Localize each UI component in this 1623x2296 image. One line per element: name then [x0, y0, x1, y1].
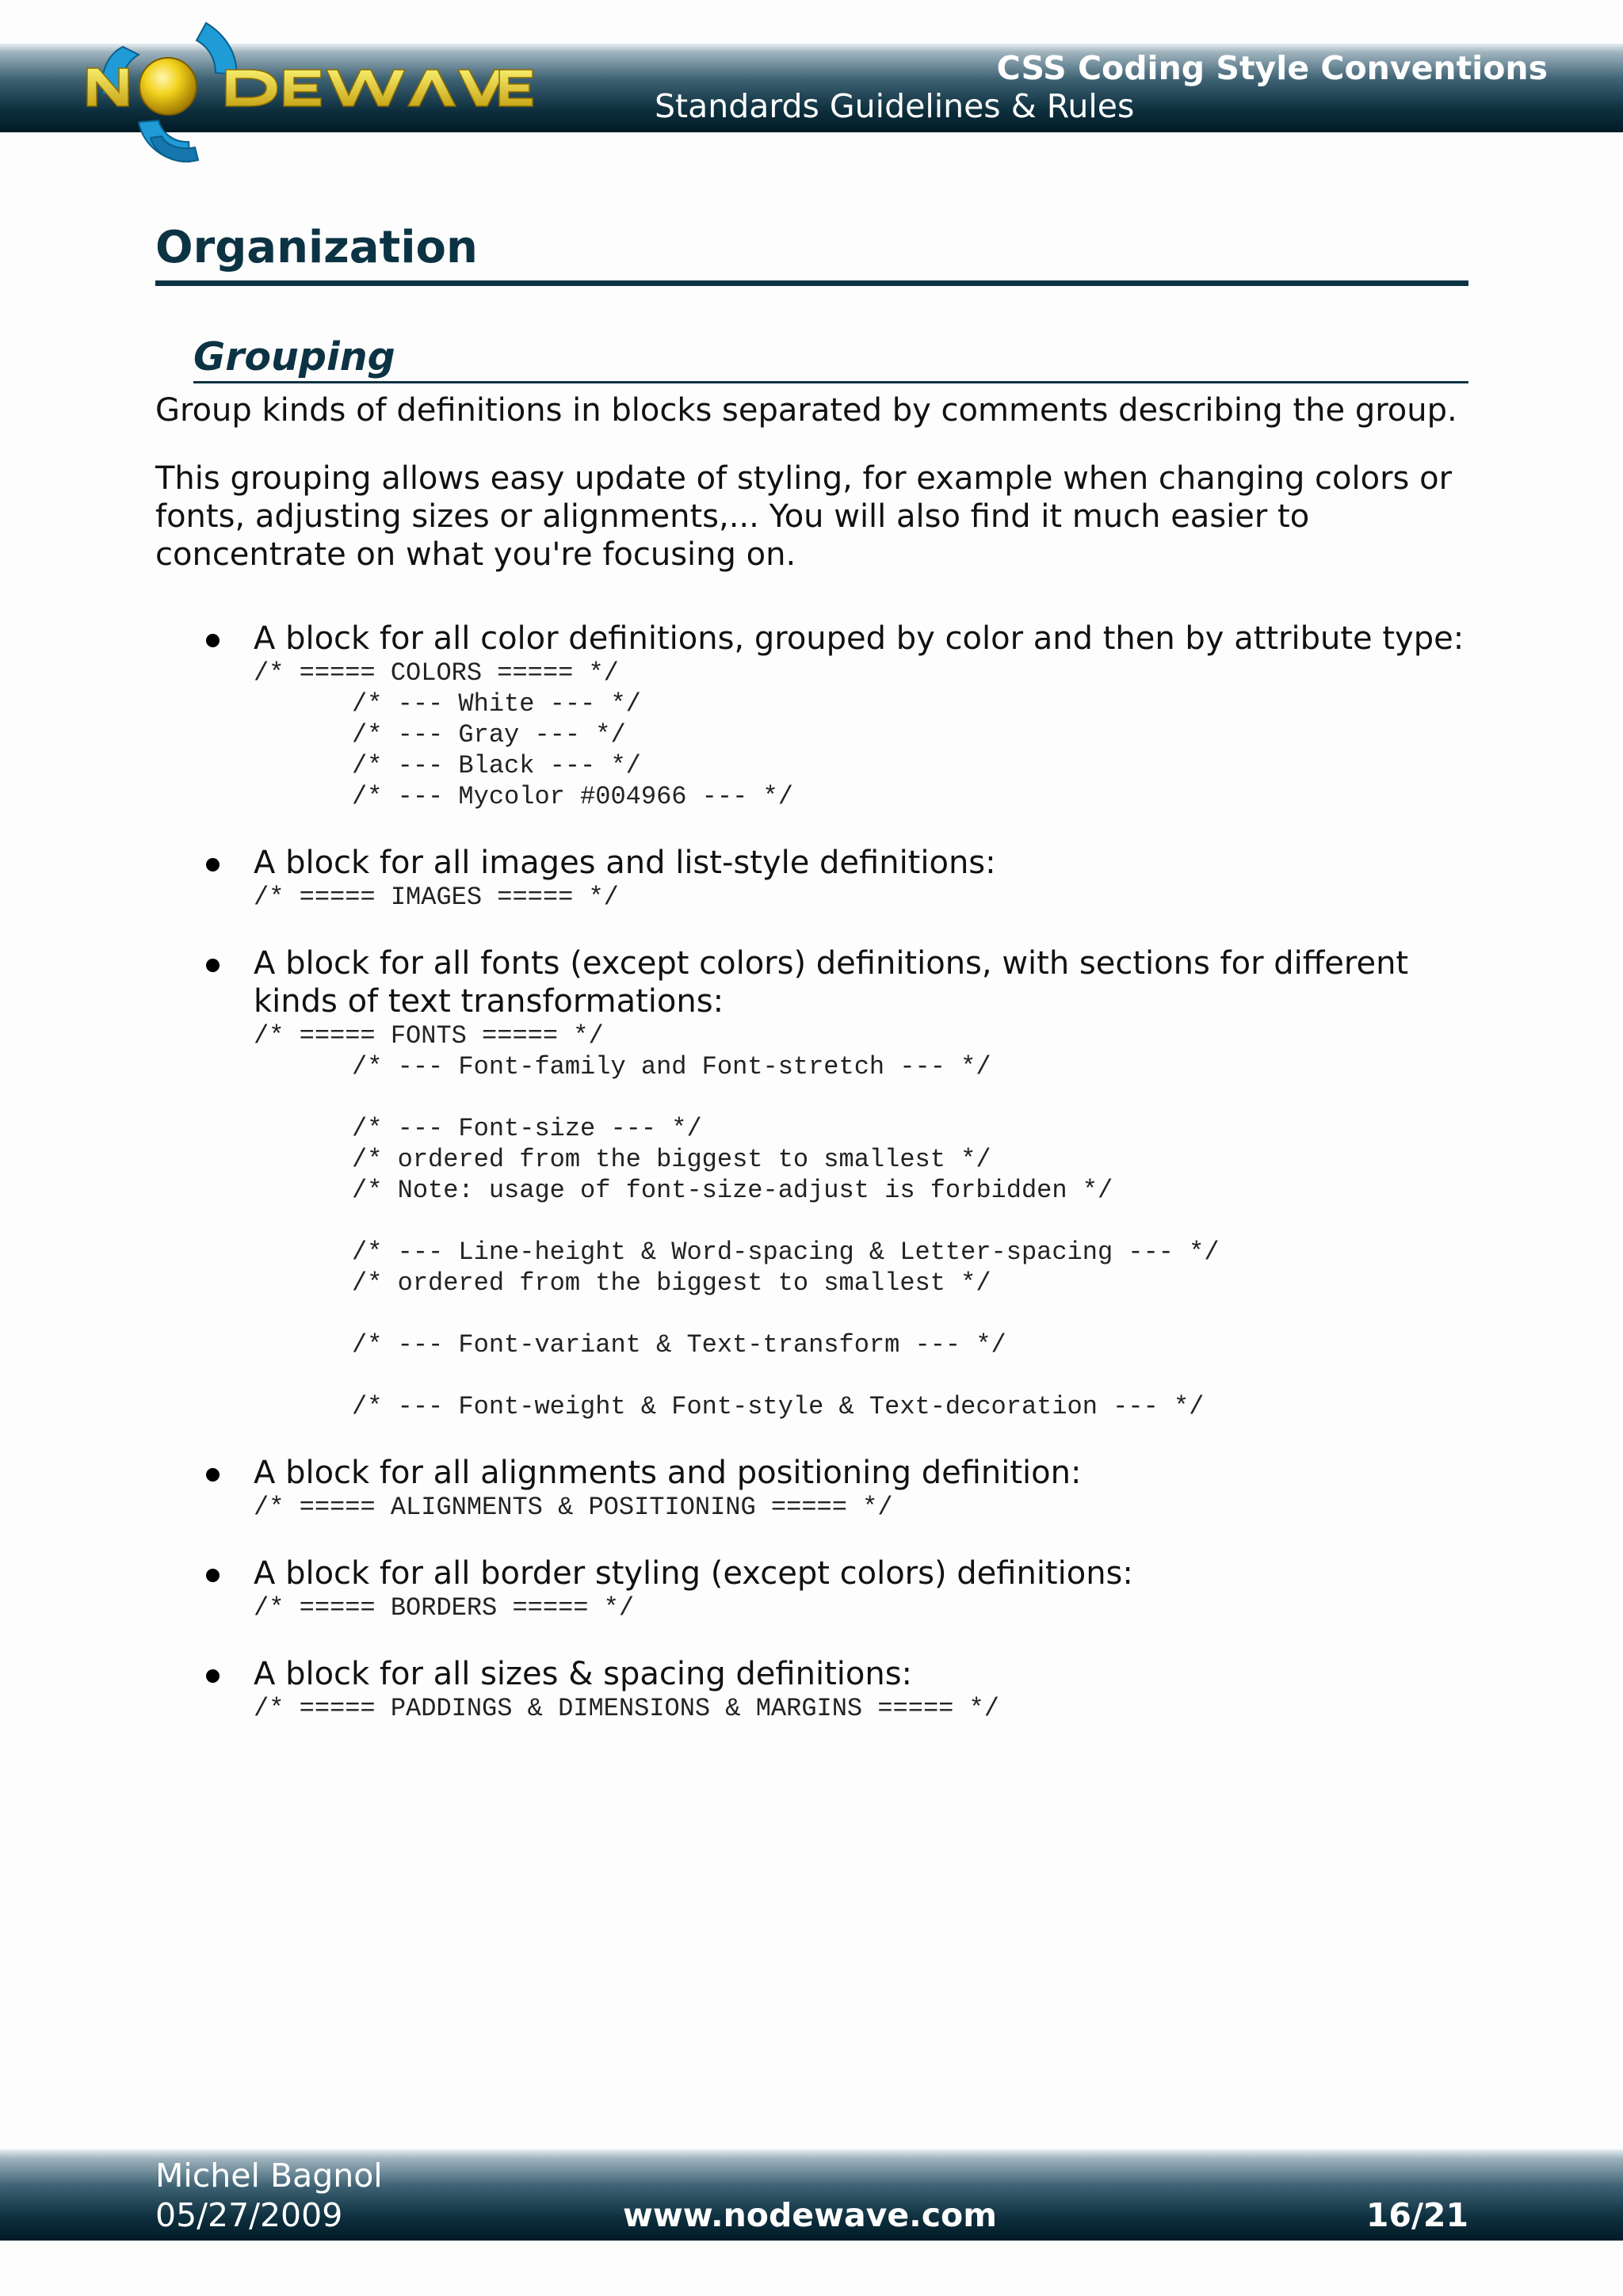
- code-line: /* ordered from the biggest to smallest */: [352, 1145, 991, 1175]
- bullet-text: A block for all border styling (except colors) definitions:: [254, 1555, 1133, 1592]
- list-item: [155, 1655, 1468, 1724]
- bullet-text: A block for all color definitions, grouped by color and then by attribute type:: [254, 620, 1465, 658]
- code-line: /* --- Font-weight & Font-style & Text-decoration --- */: [352, 1392, 1205, 1422]
- list-item: [155, 944, 1468, 1422]
- code-blank-line: [254, 1299, 1468, 1329]
- code-line: /* ordered from the biggest to smallest */: [352, 1268, 991, 1299]
- bullet-icon: [206, 1669, 220, 1683]
- code-line: /* --- Font-variant & Text-transform --- */: [352, 1330, 1006, 1360]
- list-item: [155, 620, 1468, 812]
- bullet-text: A block for all fonts (except colors) definitions, with sections for different kinds of text transformations:: [254, 945, 1409, 1020]
- footer-date: 05/27/2009: [155, 2196, 343, 2234]
- section-heading: Organization: [155, 220, 1468, 286]
- bullet-icon: [206, 634, 220, 647]
- bullet-icon: [206, 959, 220, 972]
- page-number: 16/21: [1365, 2196, 1468, 2234]
- bullet-text: A block for all images and list-style definitions:: [254, 845, 996, 882]
- code-line: /* --- Font-family and Font-stretch --- */: [352, 1052, 991, 1082]
- document-title: CSS Coding Style Conventions: [996, 49, 1548, 87]
- subsection-heading: Grouping: [193, 335, 1468, 383]
- code-line: /* ===== FONTS ===== */: [254, 1021, 604, 1051]
- bullet-text: A block for all sizes & spacing definitions:: [254, 1656, 913, 1693]
- code-line: /* ===== BORDERS ===== */: [254, 1593, 635, 1623]
- page-content: [155, 220, 1468, 1756]
- nodewave-logo: [79, 19, 539, 170]
- document-subtitle: Standards Guidelines & Rules: [655, 87, 1135, 125]
- code-blank-line: [254, 1206, 1468, 1237]
- list-item: [155, 1454, 1468, 1523]
- code-line: /* --- Line-height & Word-spacing & Letter-spacing --- */: [352, 1238, 1220, 1268]
- code-line: /* --- Black --- */: [352, 751, 641, 781]
- bullet-list: [155, 620, 1468, 1724]
- code-line: /* ===== ALIGNMENTS & POSITIONING ===== */: [254, 1493, 893, 1523]
- paragraph-benefits: This grouping allows easy update of styling, for example when changing colors or fonts, adjusting sizes or alignments,... You will also find it much easier to concentrate on what you're focusing on.: [155, 460, 1453, 574]
- bullet-icon: [206, 1468, 220, 1482]
- code-line: /* --- White --- */: [352, 689, 641, 719]
- logo-ball-icon: [139, 58, 197, 115]
- code-blank-line: [254, 1360, 1468, 1391]
- code-line: /* --- Mycolor #004966 --- */: [352, 782, 793, 812]
- code-blank-line: [254, 1082, 1468, 1113]
- code-line: /* Note: usage of font-size-adjust is forbidden */: [352, 1176, 1113, 1206]
- code-line: /* ===== IMAGES ===== */: [254, 883, 619, 913]
- bullet-text: A block for all alignments and positioning definition:: [254, 1455, 1082, 1492]
- code-line: /* --- Gray --- */: [352, 720, 626, 750]
- list-item: [155, 844, 1468, 913]
- bullet-icon: [206, 858, 220, 871]
- paragraph-intro: Group kinds of definitions in blocks separated by comments describing the group.: [155, 392, 1457, 429]
- code-line: /* ===== COLORS ===== */: [254, 658, 619, 688]
- bullet-icon: [206, 1569, 220, 1582]
- list-item: [155, 1554, 1468, 1623]
- footer-author: Michel Bagnol: [155, 2157, 383, 2195]
- code-line: /* --- Font-size --- */: [352, 1114, 702, 1144]
- footer-website-link[interactable]: www.nodewave.com: [623, 2196, 997, 2234]
- code-line: /* ===== PADDINGS & DIMENSIONS & MARGINS ===== */: [254, 1694, 999, 1724]
